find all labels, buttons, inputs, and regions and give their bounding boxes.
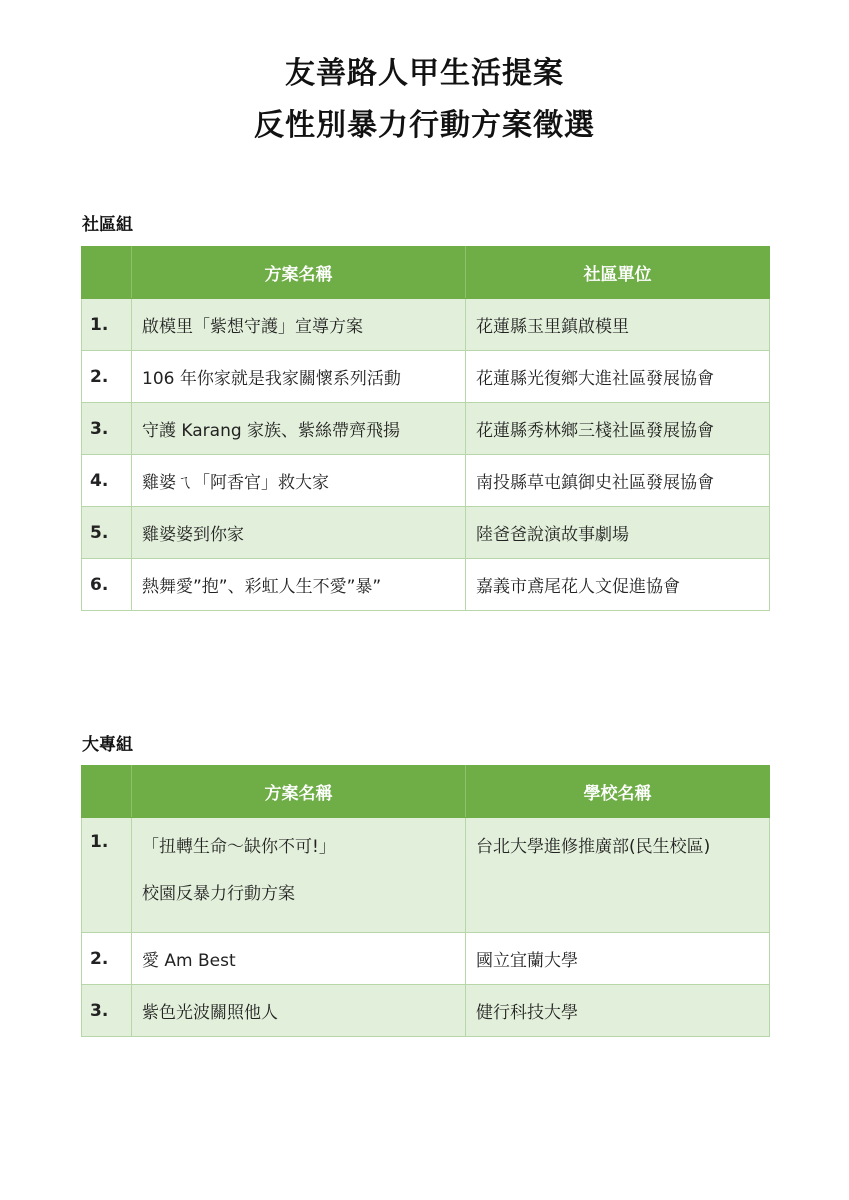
table-row [82, 351, 770, 403]
row-plan-name: 雞婆婆到你家 [132, 507, 466, 559]
row-number: 1. [82, 299, 132, 351]
college-section-label: 大專組 [82, 735, 133, 755]
table-header-row [82, 766, 770, 818]
row-number: 2. [82, 351, 132, 403]
row-unit: 花蓮縣光復鄉大進社區發展協會 [466, 351, 770, 403]
row-unit: 花蓮縣秀林鄉三棧社區發展協會 [466, 403, 770, 455]
table-row [82, 455, 770, 507]
table-row [82, 507, 770, 559]
row-number: 6. [82, 559, 132, 611]
community-section-label: 社區組 [82, 215, 133, 235]
page-title-line1: 友善路人甲生活提案 [285, 56, 564, 91]
table-row [82, 933, 770, 985]
row-plan-name: 愛 Am Best [132, 933, 466, 985]
row-unit: 南投縣草屯鎮御史社區發展協會 [466, 455, 770, 507]
row-unit: 健行科技大學 [466, 985, 770, 1037]
row-number: 3. [82, 403, 132, 455]
header-school-name: 學校名稱 [466, 766, 770, 818]
row-plan-name: 啟模里「紫想守護」宣導方案 [132, 299, 466, 351]
row-unit: 國立宜蘭大學 [466, 933, 770, 985]
header-community-unit: 社區單位 [466, 247, 770, 299]
table-row [82, 818, 770, 933]
row-plan-name [132, 818, 466, 933]
row-number: 4. [82, 455, 132, 507]
row-plan-name: 雞婆ㄟ「阿香官」救大家 [132, 455, 466, 507]
row-number: 2. [82, 933, 132, 985]
row-plan-name-line1: 「扭轉生命～缺你不可!」 [142, 837, 336, 857]
row-unit: 陸爸爸說演故事劇場 [466, 507, 770, 559]
row-unit: 台北大學進修推廣部(民生校區) [466, 818, 770, 933]
row-number: 5. [82, 507, 132, 559]
row-number: 1. [82, 818, 132, 933]
table-row [82, 299, 770, 351]
table-row [82, 985, 770, 1037]
community-table [81, 246, 770, 611]
row-unit: 嘉義市鳶尾花人文促進協會 [466, 559, 770, 611]
table-row [82, 559, 770, 611]
header-num [82, 766, 132, 818]
header-num [82, 247, 132, 299]
row-number: 3. [82, 985, 132, 1037]
row-unit: 花蓮縣玉里鎮啟模里 [466, 299, 770, 351]
row-plan-name: 106 年你家就是我家關懷系列活動 [132, 351, 466, 403]
row-plan-name-line2: 校園反暴力行動方案 [142, 884, 295, 904]
header-plan-name: 方案名稱 [132, 766, 466, 818]
table-header-row [82, 247, 770, 299]
row-plan-name: 守護 Karang 家族、紫絲帶齊飛揚 [132, 403, 466, 455]
page-title-line2: 反性別暴力行動方案徵選 [254, 108, 595, 143]
row-plan-name: 紫色光波關照他人 [132, 985, 466, 1037]
college-table [81, 765, 770, 1037]
table-row [82, 403, 770, 455]
row-plan-name: 熱舞愛”抱”、彩虹人生不愛”暴” [132, 559, 466, 611]
header-plan-name: 方案名稱 [132, 247, 466, 299]
